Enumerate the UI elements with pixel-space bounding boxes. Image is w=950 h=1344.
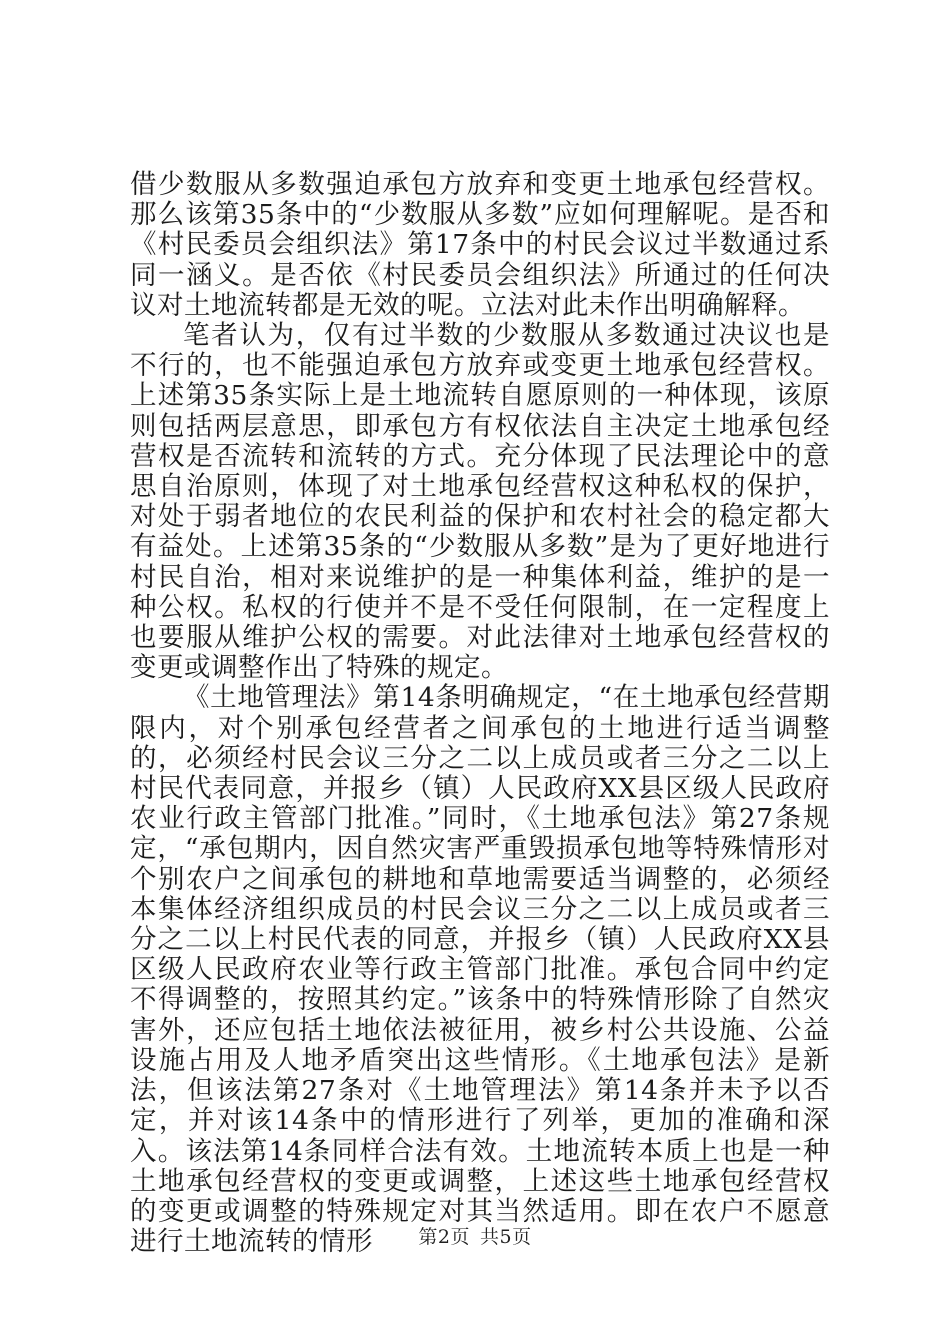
paragraph-2: 笔者认为，仅有过半数的少数服从多数通过决议也是不行的，也不能强迫承包方放弃或变更土地承包经营权。上述第35条实际上是土地流转自愿原则的一种体现，该原则包括两层意思，即承包方有权依法自主决定土地承包经营权是否流转和流转的方式。充分体现了民法理论中的意思自治原则，体现了对土地承包经营权这种私权的保护，对处于弱者地位的农民利益的保护和农村社会的稳定都大有益处。上述第35条的“少数服从多数”是为了更好地进行村民自治，相对来说维护的是一种集体利益，维护的是一种公权。私权的行使并不是不受任何限制，在一定程度上也要服从维护公权的需要。对此法律对土地承包经营权的变更或调整作出了特殊的规定。 bbox=[130, 320, 830, 684]
paragraph-1: 借少数服从多数强迫承包方放弃和变更土地承包经营权。那么该第35条中的“少数服从多数”应如何理解呢。是否和《村民委员会组织法》第17条中的村民会议过半数通过系同一涵义。是否依《村民委员会组织法》所通过的任何决议对土地流转都是无效的呢。立法对此未作出明确解释。 bbox=[130, 169, 830, 321]
document-body bbox=[130, 170, 830, 1257]
page-footer bbox=[0, 1222, 950, 1249]
page-total: 共5页 bbox=[480, 1226, 532, 1248]
page-number: 第2页 bbox=[418, 1226, 470, 1248]
paragraph-3: 《土地管理法》第14条明确规定，“在土地承包经营期限内，对个别承包经营者之间承包的土地进行适当调整的，必须经村民会议三分之二以上成员或者三分之二以上村民代表同意，并报乡（镇）人民政府XX县区级人民政府农业行政主管部门批准。”同时，《土地承包法》第27条规定，“承包期内，因自然灾害严重毁损承包地等特殊情形对个别农户之间承包的耕地和草地需要适当调整的，必须经本集体经济组织成员的村民会议三分之二以上成员或者三分之二以上村民代表的同意，并报乡（镇）人民政府XX县区级人民政府农业等行政主管部门批准。承包合同中约定不得调整的，按照其约定。”该条中的特殊情形除了自然灾害外，还应包括土地依法被征用，被乡村公共设施、公益设施占用及人地矛盾突出这些情形。《土地承包法》是新法，但该法第27条对《土地管理法》第14条并未予以否定，并对该14条中的情形进行了列举，更加的准确和深入。该法第14条同样合法有效。土地流转本质上也是一种土地承包经营权的变更或调整，上述这些土地承包经营权的变更或调整的特殊规定对其当然适用。即在农户不愿意进行土地流转的情形 bbox=[130, 682, 830, 1258]
